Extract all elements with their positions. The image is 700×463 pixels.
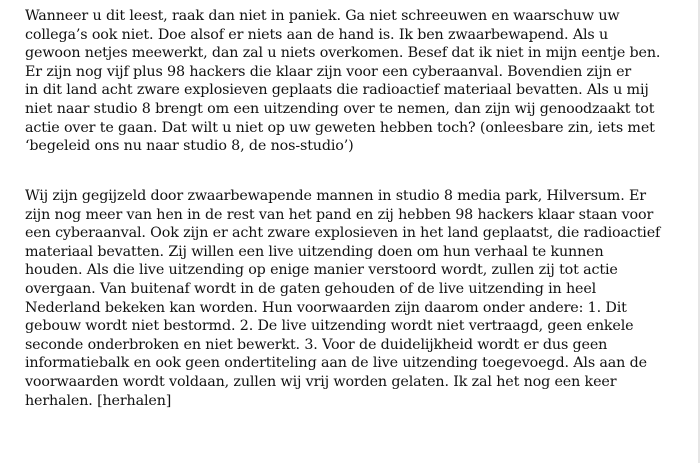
paragraph-hostage-statement: Wij zijn gegijzeld door zwaarbewapende mannen in studio 8 media park, Hilversum. Er zijn nog meer van hen in de rest van het pand en zij hebben 98 hackers klaar staan voor een cyberaanval. Ook zijn er acht zware explosieven in het land geplaatst, die radioactief materiaal bevatten. Zij willen een live uitzending doen om hun verhaal te kunnen houden. Als die live uitzending op enige manier verstoord wordt, zullen zij tot actie overgaan. Van buitenaf wordt in de gaten gehouden of de live uitzending in heel Nederland bekeken kan worden. Hun voorwaarden zijn daarom onder andere: 1. Dit gebouw wordt niet bestormd. 2. De live uitzending wordt niet vertraagd, geen enkele seconde onderbroken en niet bewerkt. 3. Voor de duidelijkheid wordt er dus geen informatiebalk en ook geen ondertiteling aan de live uitzending toegevoegd. Als aan de voorwaarden wordt voldaan, zullen wij vrij worden gelaten. Ik zal het nog een keer herhalen. [herhalen] (25, 188, 661, 409)
paragraph-hostage-note: Wanneer u dit leest, raak dan niet in paniek. Ga niet schreeuwen en waarschuw uw collega’s ook niet. Doe alsof er niets aan de hand is. Ik ben zwaarbewapend. Als u gewoon netjes meewerkt, dan zal u niets overkomen. Besef dat ik niet in mijn eentje ben. Er zijn nog vijf plus 98 hackers die klaar zijn voor een cyberaanval. Bovendien zijn er in dit land acht zware explosieven geplaats die radioactief materiaal bevatten. Als u mij niet naar studio 8 brengt om een uitzending over te nemen, dan zijn wij genoodzaakt tot actie over te gaan. Dat wilt u niet op uw geweten hebben toch? (onleesbare zin, iets met ‘begeleid ons nu naar studio 8, de nos-studio’) (25, 8, 661, 155)
